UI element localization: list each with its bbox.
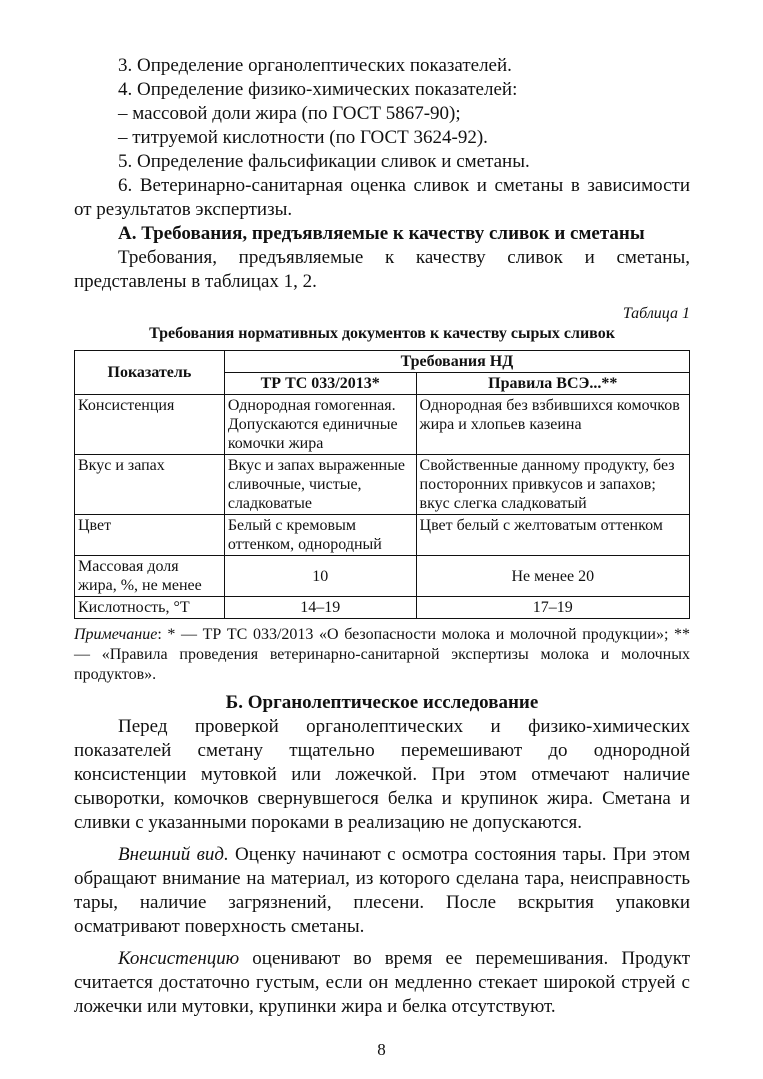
section-b-paragraph-2 [74,843,690,939]
cell-indicator: Цвет [75,515,225,556]
section-b-heading: Б. Органолептическое исследование [225,692,539,713]
cell-indicator: Массовая доля жира, %, не менее [75,556,225,597]
table-row [75,455,690,515]
header-col2: Правила ВСЭ...** [416,373,689,395]
list-item-6: 6. Ветеринарно-санитарная оценка сливок и сметаны в зависимости от результатов экспертизы. [74,175,690,220]
list-item-4-acidity: – титруемой кислотности (по ГОСТ 3624-92). [118,127,488,148]
section-a-text: Требования, предъявляемые к качеству сливок и сметаны, представлены в таблицах 1, 2. [74,247,690,292]
table-header-row [75,351,690,373]
table-note [74,625,690,685]
cell-col2: 17–19 [416,597,689,619]
table-title: Требования нормативных документов к качеству сырых сливок [149,325,615,342]
cell-indicator: Консистенция [75,395,225,455]
table-row [75,597,690,619]
consistency-term: Консистенцию [118,948,240,969]
section-a-heading: А. Требования, предъявляемые к качеству сливок и сметаны [118,223,645,244]
cell-col1: Однородная гомогенная. Допускаются единичные комочки жира [224,395,416,455]
cell-col2: Однородная без взбившихся комочков жира и хлопьев казеина [416,395,689,455]
list-item-5: 5. Определение фальсификации сливок и сметаны. [118,151,530,172]
table-row [75,395,690,455]
consistency-text: оценивают во время ее перемешивания. Продукт считается достаточно густым, если он медленно стекает широкой струей с ложечки или мутовки, крупинки жира и белка отсутствуют. [74,948,690,1017]
table-row [75,556,690,597]
cell-col1: 14–19 [224,597,416,619]
cell-col2: Не менее 20 [416,556,689,597]
list-item-4: 4. Определение физико-химических показателей: [118,79,518,100]
note-label: Примечание [74,626,158,643]
cell-col1: Вкус и запах выраженные сливочные, чистые, сладковатые [224,455,416,515]
header-col1: ТР ТС 033/2013* [224,373,416,395]
cell-col2: Свойственные данному продукту, без посторонних привкусов и запахов; вкус слегка сладковатый [416,455,689,515]
cell-col1: Белый с кремовым оттенком, однородный [224,515,416,556]
header-group: Требования НД [224,351,689,373]
table-row [75,515,690,556]
section-b-paragraph-3 [74,947,690,1019]
cell-indicator: Кислотность, °Т [75,597,225,619]
list-item-3: 3. Определение органолептических показателей. [118,55,512,76]
page-number: 8 [377,1040,386,1059]
appearance-term: Внешний вид. [118,844,229,865]
document-page [74,54,690,1019]
note-text: : * — ТР ТС 033/2013 «О безопасности молока и молочной продукции»; ** — «Правила проведения ветеринарно-санитарной экспертизы молока и молочных продуктов». [74,626,690,683]
cell-col1: 10 [224,556,416,597]
section-b-paragraph-1: Перед проверкой органолептических и физико-химических показателей сметану тщательно перемешивают до однородной консистенции мутовкой или ложечкой. При этом отмечают наличие сыворотки, комочков свернувшегося белка и крупинок жира. Сметана и сливки с указанными пороками в реализацию не допускаются. [74,716,690,833]
cell-indicator: Вкус и запах [75,455,225,515]
requirements-table [74,350,690,619]
table-caption: Таблица 1 [622,305,690,322]
cell-col2: Цвет белый с желтоватым оттенком [416,515,689,556]
list-item-4-fat: – массовой доли жира (по ГОСТ 5867-90); [118,103,461,124]
appearance-text: Оценку начинают с осмотра состояния тары. При этом обращают внимание на материал, из которого сделана тара, неисправность тары, наличие загрязнений, плесени. После вскрытия упаковки осматривают поверхность сметаны. [74,844,690,937]
header-indicator: Показатель [75,351,225,395]
